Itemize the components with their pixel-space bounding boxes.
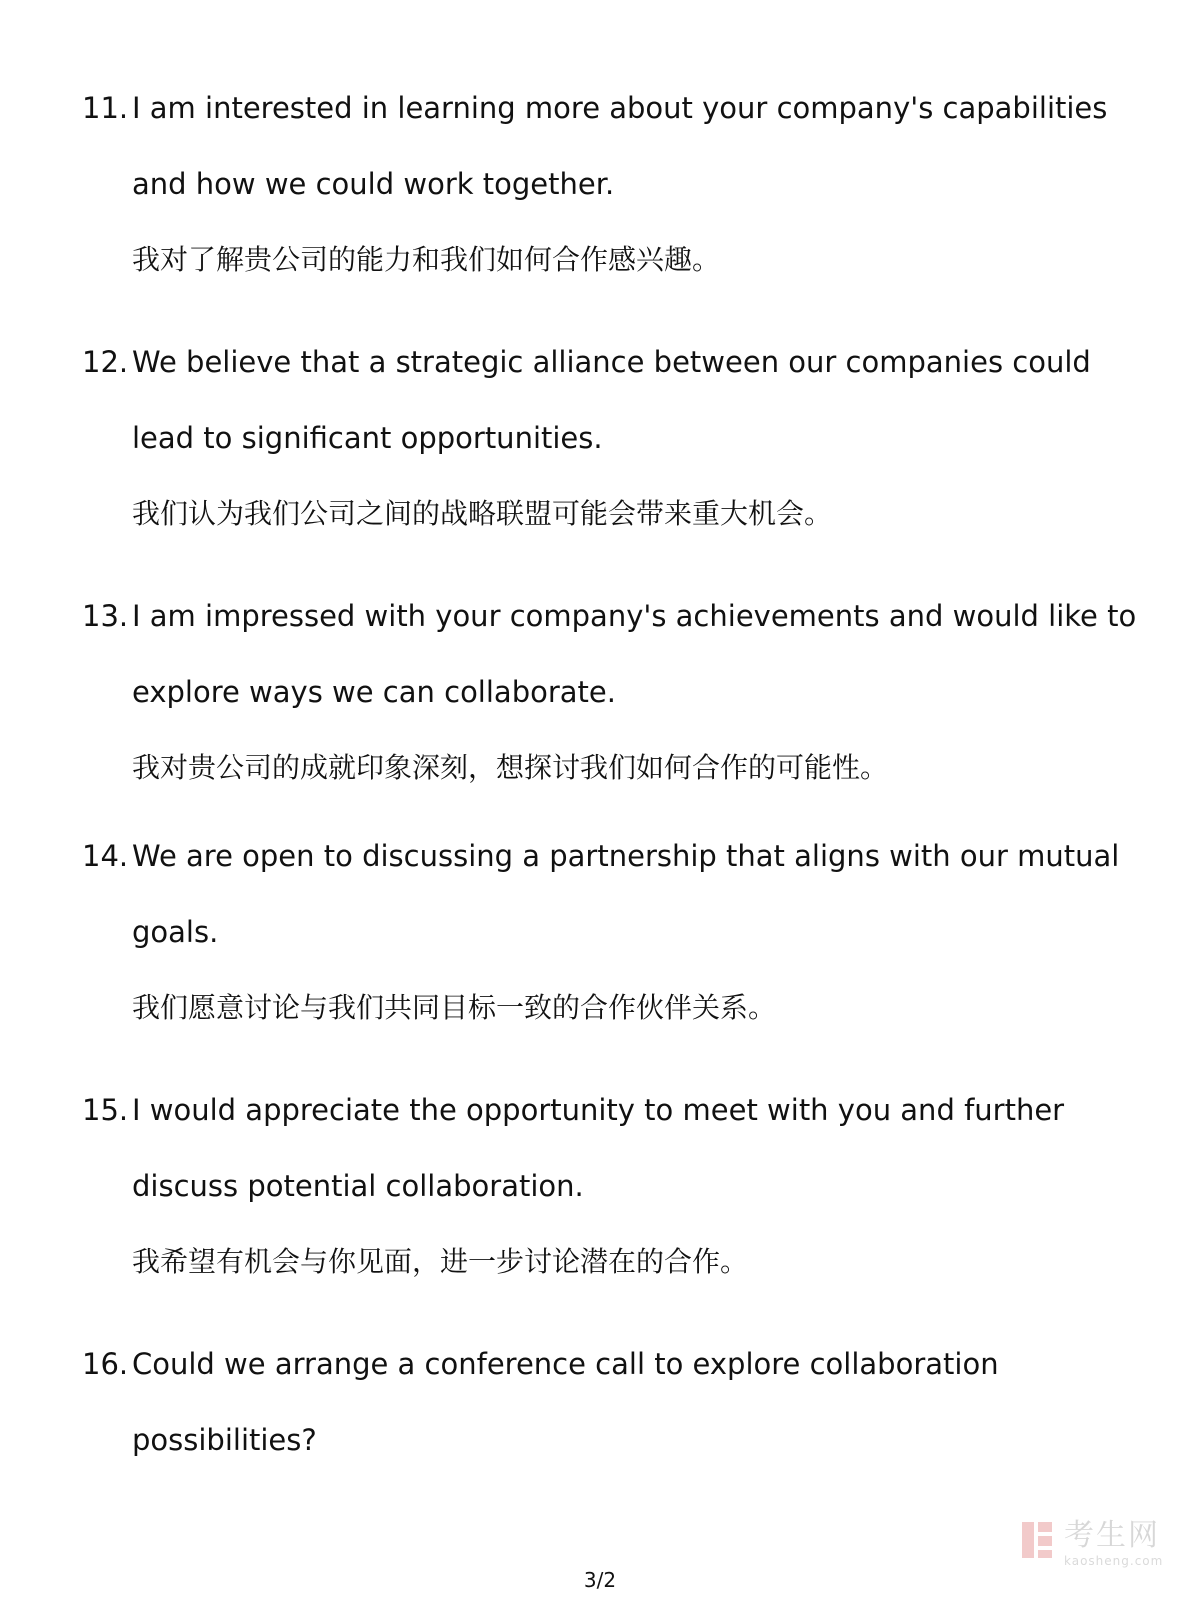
chinese-translation: 我们认为我们公司之间的战略联盟可能会带来重大机会。 xyxy=(132,497,833,530)
page-number: 3/2 xyxy=(583,1568,617,1592)
english-sentence-line: We believe that a strategic alliance between our companies could xyxy=(132,345,1091,379)
item-number: 14. xyxy=(82,839,129,873)
english-sentence-line: I am interested in learning more about your company's capabilities xyxy=(132,91,1108,125)
english-sentence-line: I am impressed with your company's achievements and would like to xyxy=(132,599,1137,633)
chinese-translation: 我对贵公司的成就印象深刻，想探讨我们如何合作的可能性。 xyxy=(132,751,889,784)
kaosheng-logo-icon xyxy=(1020,1520,1054,1560)
watermark xyxy=(1020,1516,1180,1576)
item-number: 11. xyxy=(82,91,129,125)
watermark-text: 考生网 xyxy=(1064,1518,1160,1553)
item-number: 12. xyxy=(82,345,129,379)
item-number: 15. xyxy=(82,1093,129,1127)
english-sentence-line: explore ways we can collaborate. xyxy=(132,675,616,709)
english-sentence-line: possibilities? xyxy=(132,1423,317,1457)
english-sentence-line: and how we could work together. xyxy=(132,167,615,201)
english-sentence-line: Could we arrange a conference call to explore collaboration xyxy=(132,1347,999,1381)
chinese-translation: 我对了解贵公司的能力和我们如何合作感兴趣。 xyxy=(132,243,721,276)
chinese-translation: 我希望有机会与你见面，进一步讨论潜在的合作。 xyxy=(132,1245,749,1278)
watermark-subtext: kaosheng.com xyxy=(1064,1554,1164,1568)
english-sentence-line: lead to significant opportunities. xyxy=(132,421,603,455)
item-number: 16. xyxy=(82,1347,129,1381)
english-sentence-line: goals. xyxy=(132,915,219,949)
item-number: 13. xyxy=(82,599,129,633)
english-sentence-line: I would appreciate the opportunity to meet with you and further xyxy=(132,1093,1065,1127)
english-sentence-line: discuss potential collaboration. xyxy=(132,1169,584,1203)
english-sentence-line: We are open to discussing a partnership that aligns with our mutual xyxy=(132,839,1120,873)
chinese-translation: 我们愿意讨论与我们共同目标一致的合作伙伴关系。 xyxy=(132,991,777,1024)
